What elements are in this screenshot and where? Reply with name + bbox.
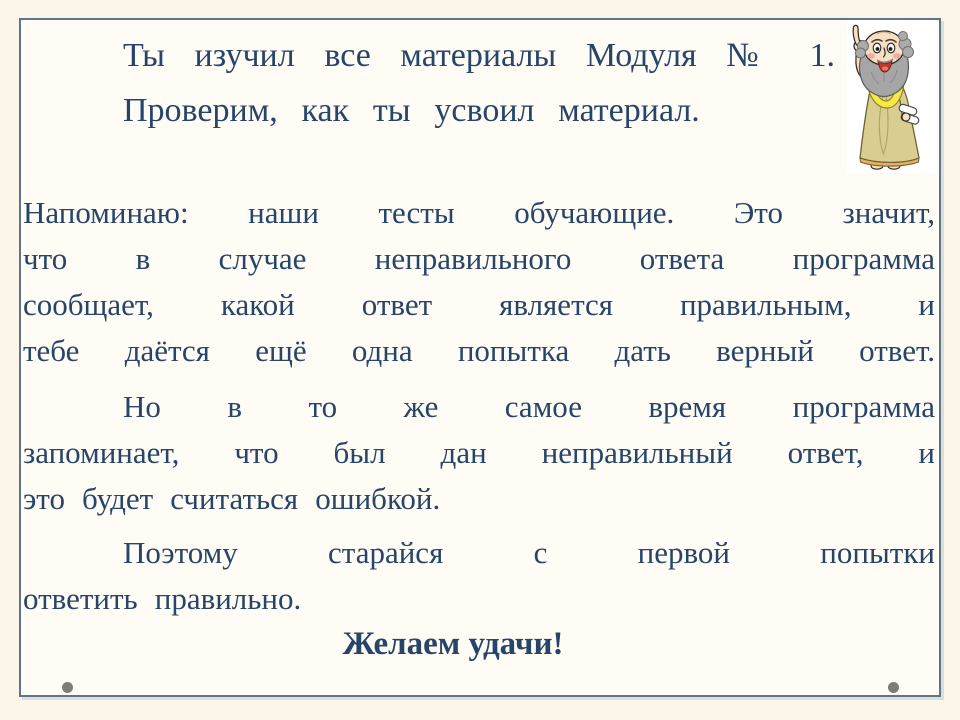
slide-heading	[123, 28, 835, 138]
paragraph-line: тебе даётся ещё одна попытка дать верный ответ.	[23, 333, 935, 368]
heading-line-2: Проверим, как ты усвоил материал.	[123, 92, 700, 129]
paragraph-line: это будет считаться ошибкой.	[23, 481, 441, 516]
heading-line-1: Ты изучил все материалы Модуля № 1.	[123, 37, 835, 74]
closing-good-luck: Желаем удачи!	[342, 626, 564, 662]
philosopher-clipart-icon	[847, 20, 937, 173]
footer-dot-right-icon	[888, 682, 899, 693]
paragraph-line: что в случае неправильного ответа программа	[23, 241, 935, 276]
paragraph-try-first-attempt	[23, 530, 935, 622]
paragraph-line: Напоминаю: наши тесты обучающие. Это значит,	[23, 195, 935, 230]
paragraph-line: ответить правильно.	[23, 581, 302, 616]
paragraph-reminder	[23, 190, 935, 374]
paragraph-line: запоминает, что был дан неправильный ответ, и	[23, 435, 935, 470]
paragraph-line: сообщает, какой ответ является правильным, и	[23, 287, 935, 322]
paragraph-line: Поэтому старайся с первой попытки	[123, 535, 935, 570]
paragraph-program-remembers	[23, 384, 935, 522]
paragraph-line: Но в то же самое время программа	[123, 389, 935, 424]
footer-dot-left-icon	[62, 682, 73, 693]
slide-text-block	[23, 28, 935, 666]
